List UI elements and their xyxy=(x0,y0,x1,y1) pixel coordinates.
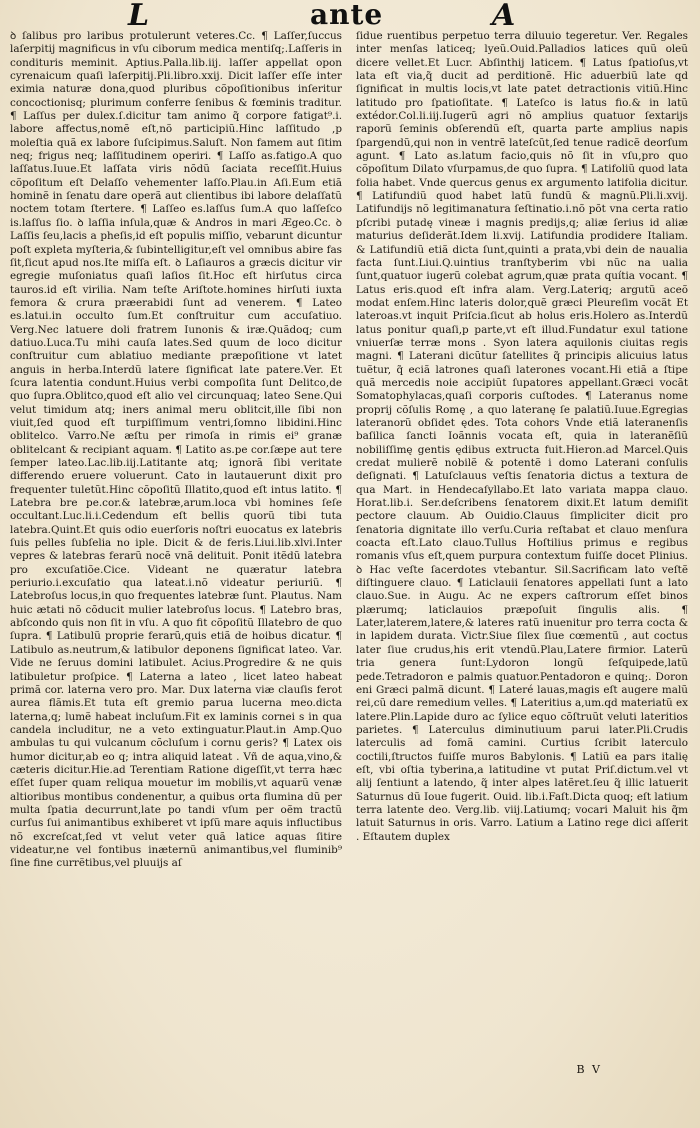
right-column-text: ſidue ruentibus perpetuo terra diluuio tegeretur. Ver. Regales inter menſas laticeq; lyeũ.Ouid.Palladios latices quũ oleũ dicere vellet.Et Lucr. Abſinthij laticem. ¶ Latus ſpatioſus,vt lata eſt via,q̃ ducit ad perditionẽ. Hic aduerbiũ late qd ſignificat in multis locis,vt late patet detractionis vitiũ.Hinc latitudo pro ſpatioſitate. ¶ Lateſco is latus fio.& in latũ extédor.Col.li.iij.Iugerũ agri nõ amplius quatuor ſextarijs raporũ ſeminis obſerendũ eſt, quarta parte amplius napis ſpargendũ,qui non in ventrẽ lateſcũt,ſed tenue radicẽ deorſum agunt. ¶ Lato as.latum facio,quis nõ ſit in vſu,pro quo cõpoſitum Dilato vſurpamus,de quo ſupra. ¶ Latifoliũ quod lata folia habet. Vnde quercus genus ex argumento latifolia dicitur. ¶ Latifundiũ quod habet latũ fundũ & magnũ.Pli.li.xvij. Latifundijs nõ legitimanatura ſeſtinatio.i.nõ põt vna certa ratio pſcribi putadę vineæ i magnis predijs,q; aliæ ſerius id aliæ maturius deſiderãt.Idem li.xvij. Latifundia prodidere Italiam. & Latifundiũ etiã dicta ſunt,quinti a prata,vbi dein de naualia facta ſunt.Liui.Q.uintius tranſtyberim vbi nũc na ualia ſunt,quatuor iugerũ colebat agrum,quæ prata quítia vocant. ¶ Latus eris.quod eſt infra alam. Verg.Lateriq; argutũ aceõ modat enſem.Hinc lateris dolor,quẽ græci Pleureſim vocãt Et lateroas.vt inquit Priſcia.ſicut ab holus eris.Holero as.Interdũ latus ponitur quaſi,p parte,vt eſt illud.Fundatur exul tatione vniuerſæ terræ mons . Syon latera aquilonis ciuitas regis magni. ¶ Laterani dicũtur ſatellites q̃ principis alicuius latus tuẽtur, q̃ eciã latrones quaſi laterones vocant.Hi etiã a ſtipe quã mercedis noie accipiũt ſupatores appellant.Græci vocãt Somatophylacas,quaſi corporis cuſtodes. ¶ Lateranus nome proprij cõſulis Romę , a quo lateranę ſe palatiũ.Iuue.Egregias lateranorũ obſidet ędes. Tota cohors Vnde etiã lateranenſis baſilica ſancti Ioãnnis vocata eſt, quia in lateranẽſiũ nobiliſſimę gentis ędibus extructa fuit.Hieron.ad Marcel.Quis credat mulierẽ nobilẽ & potentẽ i domo Laterani conſulis deſignati. ¶ Latuſclauus veſtis ſenatoria dictus a textura de qua Mart. in Hendecaſyllabo.Et lato variata mappa clauo. Horat.lib.i. Ser.deſcribens ſenatorem dixit.Et latum demiſit pectore clauum. Ab Ouidio.Clauus ſimpliciter dicit pro ſenatoria dignitate illo verſu.Curia reſtabat et clauo menſura coacta eſt.Lato clauo.Tullus Hoſtilius primus e regibus romanis vſus eſt,quem purpura contextum fuiſſe docet Plinius. ꝺ Hac veſte ſacerdotes vtebantur. Sil.Sacrificam lato veſtẽ diſtinguere clauo. ¶ Laticlauii ſenatores appellati ſunt a lato clauo.Sue. in Augu. Ac ne expers caſtrorum eſſet binos plærumq; laticlauios præpoſuit ſingulis alis. ¶ Later,laterem,latere,& lateres ratũ inuenitur pro terra cocta & in lapidem durata. Victr.Siue ſilex ſiue cœmentũ , aut coctus later ſiue crudus,his erit vtendũ.Plau,Latere firmior. Laterũ tria genera ſunt:Lydoron longũ ſeſquipede,latũ pede.Tetradoron e palmis quatuor.Pentadoron e quinq;. Doron eni Græci palmã dicunt. ¶ Lateré lauas,magis eſt augere malũ rei,cũ dare remedium velles. ¶ Lateritius a,um.qd materiatũ ex latere.Plin.Lapide duro ac ſylice equo cõſtruũt veluti lateritios parietes. ¶ Laterculus diminutiuum parui later.Pli.Crudis laterculis ad fomã camini. Curtius ſcribit laterculo coctili,ſtructos fuiſſe muros Babylonis. ¶ Latiũ ea pars italię eſt, vbi oſtia tyberina,a latitudine vt putat Priſ.dictum.vel vt alij ſentiunt a latendo, q̃ inter alpes latẽret.ſeu q̃ illic latuerit Saturnus dũ Ioue fugerit. Ouid. lib.i.Faſt.Dicta quoq; eſt latium terra latente deo. Verg.lib. viij.Latiumq; vocari Maluit his q̃m latuit Saturnus in oris. Varro. Latium a Latino rege dici aſſerit . Eſtautem duplex xyxy=(356,30,688,843)
header-initial-left: L xyxy=(128,0,150,33)
left-column-text: ꝺ ſalibus pro laribus protulerunt veteres.Cc. ¶ Laſſer,ſuccus laſerpitij magnificus in vſu ciborum medica mentiſq;.Laſſeris in condituris meminit. Aptius.Palla.lib.iij. laſſer appellat opon cyrenaicum quaſi laſerpitij.Pli.libro.xxij. Dicit laſſer eſſe inter eximia naturæ dona,quod pluribus cõpoſitionibus inſeritur concoctionisq; plurimum conferre ſenibus & fœminis traditur. ¶ Laſſus per dulex.ſ.dicitur tam animo q̃ corpore fatigat⁹.i. labore affectus,nomẽ eſt,nõ participiũ.Hinc laſſitudo ,p moleſtia quã ex labore ſuſcipimus.Saluſt. Non famem aut ſitim neq; frigus neq; laſſitudinem operiri. ¶ Laſſo as.fatigo.A quo laſſatus.Iuue.Et laſſata viris nõdũ ſaciata receſſit.Huius cõpoſitum eſt Delaſſo vehementer laſſo.Plau.in Aſi.Eum etiã hominẽ in ſenatu dare operã aut clientibus ibi labore delaſſatũ noctem totam ſtertere. ¶ Laſſeo es.laſſus ſum.A quo laſſeſco is.laſſus ſio. ꝺ laſſia inſula,quæ & Andros in mari Ægeo.Cc. ꝺ Laſſis ſeu,lacis a pheſis,id eſt populis miſſio, vebarunt dicuntur poſt expleta myſteria,& ſubintelligitur,eſt vel omnibus abire fas ſit,ſicut apud nos.Ite miſſa eſt. ꝺ Laſiauros a græcis dicitur vir egregie muſoniatus quaſi laſios ſit.Hoc eſt hirſutus circa tauros.id eſt virilia. Nam teſte Ariſtote.homines hirſuti iuxta femora & crura præerabidi ſunt ad venerem. ¶ Lateo es.latui.in occulto ſum.Et conſtruitur cum accuſatiuo. Verg.Nec latuere doli fratrem Iunonis & iræ.Quãdoq; cum datiuo.Luca.Tu mihi cauſa lates.Sed quum de loco dicitur conſtruitur cum ablatiuo mediante præpoſitione vt latet anguis in herba.Interdũ latere ſignificat late patere.Ver. Et ſcura latentia condunt.Huius verbi compoſita ſunt Delitco,de quo ſupra.Oblitco,quod eſt alio vel circunquaq; lateo Sene.Qui velut timidum atq; iners animal meru oblitcit,ille ſibi non viuit,ſed quod eſt turpiſſimum ventri,ſomno libidini.Hinc oblitelco. Varro.Ne æſtu per rimoſa in rimis ei⁹ granæ oblitelcant & recipiant aquam. ¶ Latito as.pe cor.ſæpe aut tere ſemper lateo.Lac.lib.iij.Latitante atq; ignorã ſibi veritate differendo eruere voluerunt. Cato in lautauerunt dixit pro frequenter tuletũt.Hinc cõpoſitũ Illatito,quod eſt intus latito. ¶ Latebra bre pe.cor.& latebræ,arum.loca vbi homines ſeſe occultant.Luc.li.i.Cedendum eſt bellis quorũ tibi tuta latebra.Quint.Et quis odio euerſoris noſtri euocatus ex latebris ſuis pelles ſubſelia no iple. Dicit & de feris.Liui.lib.xlvi.Inter vepres & latebras ferarũ nocẽ vnã delituit. Ponit itẽdũ latebra pro excuſatiõe.Cice. Videant ne quæratur latebra periurio.i.excuſatio qua lateat.i.nõ videatur periuriũ. ¶ Latebroſus locus,in quo frequentes latebræ ſunt. Plautus. Nam huic ætati nõ cõducit mulier latebroſus locus. ¶ Latebro bras, abſcondo quis non ſit in vſu. A quo fit cõpoſitũ Illatebro de quo ſupra. ¶ Latibulũ proprie ferarũ,quis etiã de hoibus dicatur. ¶ Latibulo as.neutrum,& latibulor deponens ſignificat lateo. Var. Vide ne ſeruus domini latibulet. Acius.Progredire & ne quis latibuletur proſpice. ¶ Laterna a lateo , licet lateo habeat primã cor. laterna vero pro. Mar. Dux laterna viæ clauſis ferot aurea flãmis.Et tuta eſt gremio parua lucerna meo.dicta laterna,q; lumẽ habeat incluſum.Fit ex laminis cornei s in qua candela includitur, ne a veto extinguatur.Plaut.in Amp.Quo ambulas tu qui vulcanum cõcluſum i cornu geris? ¶ Latex ois humor dicitur,ab eo q; intra aliquid lateat . Vñ de aqua,vino,& cæteris dicitur.Hie.ad Terentiam Ratione digeſſit,vt terra hæc eſſet ſuper quam reliqua mouetur im mobilis,vt aquarũ venæ altioribus montibus condenentur, a quibus orta flumina dũ per multa ſpatia decurrunt,late po tandi vſum per oẽm tractũ curſus ſui animantibus exhiberet vt ipſũ mare aquis influctibus nõ excreſcat,ſed vt velut veter quã latice aquas ſitire videatur,ne vel fontibus inæternũ animantibus,vel fluminib⁹ ſine fine currẽtibus,vel pluuijs aſ xyxy=(10,30,342,870)
text-columns xyxy=(10,30,688,1128)
running-header xyxy=(10,0,688,32)
signature-mark: B V xyxy=(576,1063,602,1076)
left-column xyxy=(10,30,342,1128)
right-column xyxy=(356,30,688,1128)
header-title: ante xyxy=(310,0,384,31)
header-initial-right: A xyxy=(492,0,516,33)
